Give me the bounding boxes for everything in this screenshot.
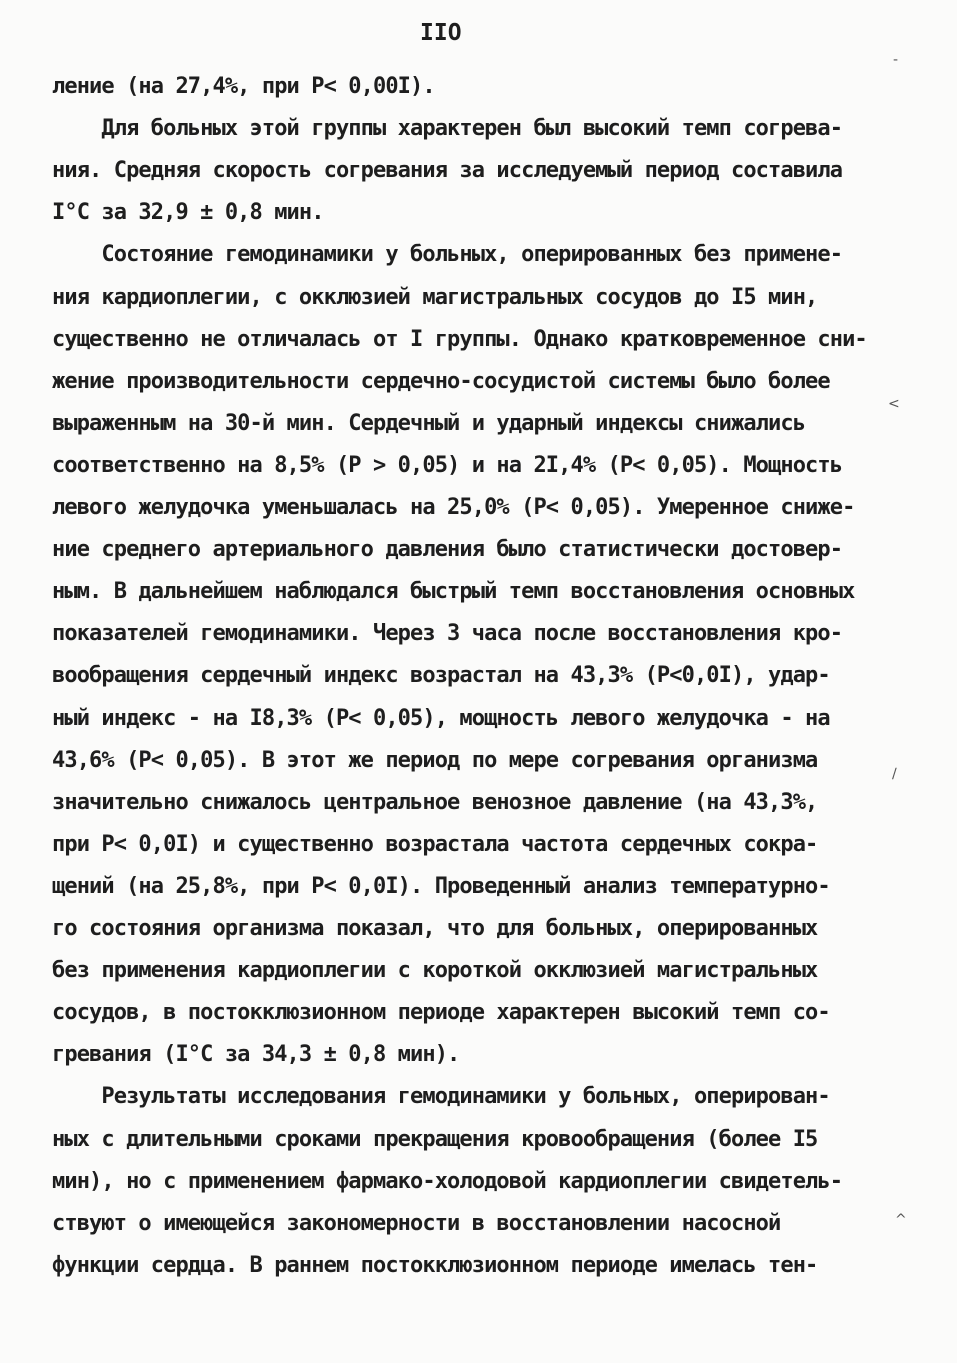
text-line: существенно не отличалась от I группы. Однако кратковременное сни-: [52, 327, 867, 352]
text-line: показателей гемодинамики. Через 3 часа после восстановления кро-: [52, 621, 843, 646]
text-line: функции сердца. В раннем постокклюзионном периоде имелась тен-: [52, 1253, 818, 1278]
text-line: ния. Средняя скорость согревания за исследуемый период составила: [52, 158, 843, 183]
text-line: ние среднего артериального давления было статистически достовер-: [52, 537, 843, 562]
margin-tick-mark: <: [888, 396, 900, 412]
text-line: Для больных этой группы характерен был высокий темп согрева-: [52, 116, 843, 141]
margin-tick-mark: ∕: [892, 766, 897, 782]
text-line: без применения кардиоплегии с короткой окклюзией магистральных: [52, 958, 818, 983]
text-line: выраженным на 30-й мин. Сердечный и ударный индексы снижались: [52, 411, 806, 436]
text-line: ния кардиоплегии, с окклюзией магистральных сосудов до I5 мин,: [52, 285, 818, 310]
text-line: ствуют о имеющейся закономерности в восстановлении насосной: [52, 1211, 781, 1236]
margin-tick-mark: -: [893, 52, 899, 68]
text-line: жение производительности сердечно-сосудистой системы было более: [52, 369, 830, 394]
text-line: ление (на 27,4%, при P< 0,00I).: [52, 74, 435, 99]
text-line: соответственно на 8,5% (P > 0,05) и на 2I,4% (P< 0,05). Мощность: [52, 453, 843, 478]
text-line: го состояния организма показал, что для больных, оперированных: [52, 916, 818, 941]
text-line: мин), но с применением фармако-холодовой кардиоплегии свидетель-: [52, 1169, 843, 1194]
text-line: ный индекс - на I8,3% (P< 0,05), мощность левого желудочка - на: [52, 706, 830, 731]
text-line: Состояние гемодинамики у больных, оперированных без примене-: [52, 242, 843, 267]
text-line: I°C за 32,9 ± 0,8 мин.: [52, 200, 324, 225]
text-line: левого желудочка уменьшалась на 25,0% (P< 0,05). Умеренное сниже-: [52, 495, 855, 520]
text-line: значительно снижалось центральное венозное давление (на 43,3%,: [52, 790, 818, 815]
text-line: Результаты исследования гемодинамики у больных, оперирован-: [52, 1084, 830, 1109]
text-line: ным. В дальнейшем наблюдался быстрый темп восстановления основных: [52, 579, 855, 604]
text-line: щений (на 25,8%, при P< 0,0I). Проведенный анализ температурно-: [52, 874, 830, 899]
page-number: IIO: [420, 20, 462, 46]
margin-tick-mark: ^: [895, 1212, 907, 1228]
text-line: сосудов, в постокклюзионном периоде характерен высокий темп со-: [52, 1000, 830, 1025]
text-line: ных с длительными сроками прекращения кровообращения (более I5: [52, 1127, 818, 1152]
text-line: вообращения сердечный индекс возрастал на 43,3% (P<0,0I), удар-: [52, 663, 830, 688]
text-line: 43,6% (P< 0,05). В этот же период по мере согревания организма: [52, 748, 818, 773]
text-line: при P< 0,0I) и существенно возрастала частота сердечных сокра-: [52, 832, 818, 857]
text-line: гревания (I°C за 34,3 ± 0,8 мин).: [52, 1042, 460, 1067]
